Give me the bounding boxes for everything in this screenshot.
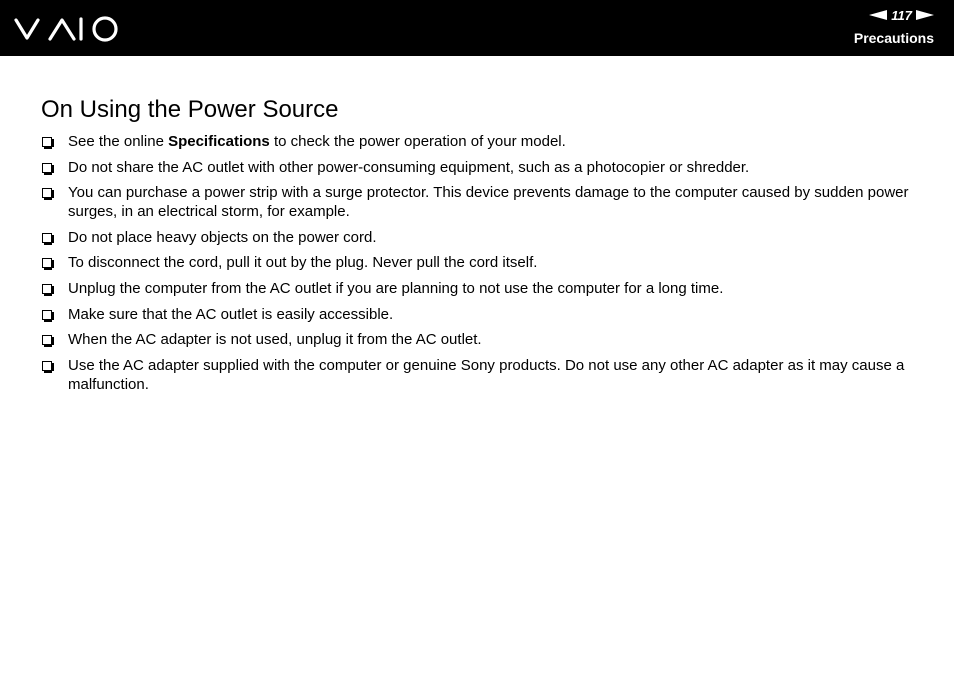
precautions-list bbox=[40, 132, 920, 400]
checkbox-bullet-icon bbox=[42, 137, 52, 147]
item-text-after: to check the power operation of your model. bbox=[269, 133, 566, 150]
checkbox-bullet-icon bbox=[42, 361, 52, 371]
specifications-link[interactable]: Specifications bbox=[168, 133, 270, 150]
list-item bbox=[40, 253, 920, 272]
list-item bbox=[40, 356, 920, 394]
item-text-before: See the online bbox=[68, 133, 169, 150]
checkbox-bullet-icon bbox=[42, 163, 52, 173]
item-text: Unplug the computer from the AC outlet if you are planning to not use the computer for a long time. bbox=[68, 279, 724, 297]
vaio-logo-icon bbox=[14, 15, 120, 42]
page-number: 117 bbox=[891, 7, 912, 23]
right-arrow-icon[interactable] bbox=[916, 10, 934, 20]
section-label: Precautions bbox=[853, 30, 934, 46]
list-item bbox=[40, 158, 920, 177]
checkbox-bullet-icon bbox=[42, 233, 52, 243]
page-header bbox=[0, 0, 954, 56]
item-text: You can purchase a power strip with a surge protector. This device prevents damage to the computer caused by sudden power surges, in an electrical storm, for example. bbox=[68, 184, 909, 221]
item-text: When the AC adapter is not used, unplug it from the AC outlet. bbox=[68, 331, 482, 349]
checkbox-bullet-icon bbox=[42, 188, 52, 198]
list-item bbox=[40, 305, 920, 324]
item-text: To disconnect the cord, pull it out by the plug. Never pull the cord itself. bbox=[68, 254, 538, 272]
checkbox-bullet-icon bbox=[42, 335, 52, 345]
list-item bbox=[40, 183, 920, 221]
left-arrow-icon[interactable] bbox=[869, 10, 887, 20]
checkbox-bullet-icon bbox=[42, 310, 52, 320]
checkbox-bullet-icon bbox=[42, 258, 52, 268]
item-text: Use the AC adapter supplied with the computer or genuine Sony products. Do not use any other AC adapter as it may cause a malfunction. bbox=[68, 356, 905, 393]
list-item bbox=[40, 330, 920, 349]
page-navigator bbox=[869, 7, 934, 23]
page-title: On Using the Power Source bbox=[41, 96, 339, 123]
list-item bbox=[40, 279, 920, 298]
item-text: Do not share the AC outlet with other power-consuming equipment, such as a photocopier or shredder. bbox=[68, 158, 750, 176]
checkbox-bullet-icon bbox=[42, 284, 52, 294]
item-text: Do not place heavy objects on the power cord. bbox=[68, 228, 377, 246]
list-item bbox=[40, 132, 920, 151]
list-item bbox=[40, 228, 920, 247]
item-text: Make sure that the AC outlet is easily accessible. bbox=[68, 305, 394, 323]
